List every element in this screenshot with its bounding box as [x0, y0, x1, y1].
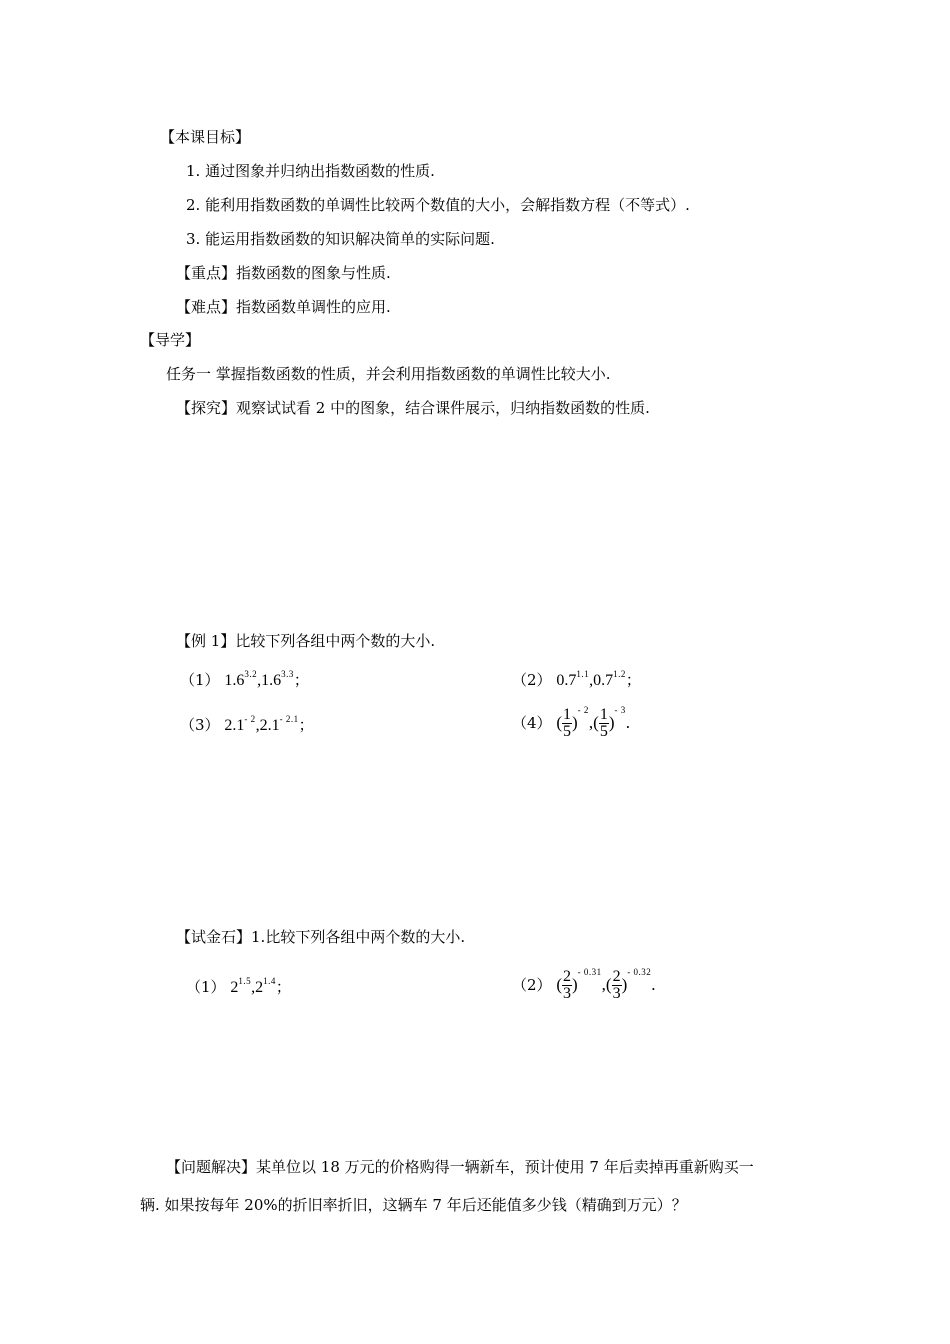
key-point	[176, 263, 391, 283]
fraction: $\frac{2}{3}$	[612, 967, 621, 1002]
problem-label: 【问题解决】	[166, 1158, 257, 1176]
item-number: （2）	[512, 976, 552, 994]
touchstone-heading	[176, 927, 465, 947]
math-expression: $2^{1.5},2^{1.4}$	[230, 976, 276, 996]
math-expression: $0.7^{1.1},0.7^{1.2}$	[556, 669, 626, 689]
fraction: $\frac{1}{5}$	[599, 705, 608, 740]
touchstone-text: 1.比较下列各组中两个数的大小.	[251, 928, 466, 946]
item-number: （1）	[186, 978, 226, 996]
key-point-text: 指数函数的图象与性质.	[236, 264, 391, 282]
example1-label: 【例 1】	[176, 632, 236, 650]
objectives-heading: 【本课目标】	[160, 128, 251, 146]
fraction: $\frac{2}{3}$	[563, 967, 571, 1002]
guide-heading: 【导学】	[140, 331, 201, 349]
math-expression: $2.1^{- 2},2.1^{- 2.1}$	[224, 714, 299, 734]
task-one: 任务一 掌握指数函数的性质，并会利用指数函数的单调性比较大小.	[166, 365, 611, 383]
touchstone-label: 【试金石】	[176, 928, 252, 946]
explore	[176, 398, 650, 418]
fraction: $\frac{1}{5}$	[563, 705, 571, 740]
math-expression: $1.6^{3.2},1.6^{3.3}$	[224, 669, 294, 689]
touchstone-item-2: （2） ( $\frac{2}{3}$ )$^{- 0.31}$,( $\frac{2}{3}$ )$^{- 0.32}$.	[512, 967, 656, 1002]
difficulty	[176, 297, 391, 317]
touchstone-item-1: （1） $2^{1.5},2^{1.4}$；	[186, 976, 291, 996]
objective-item-2: 2. 能利用指数函数的单调性比较两个数值的大小，会解指数方程（不等式）.	[186, 196, 690, 214]
item-number: （3）	[180, 716, 220, 734]
example1-item-4: （4） ( $\frac{1}{5}$ )$^{- 2}$,( $\frac{1}{5}$ )$^{- 3}$.	[512, 705, 631, 740]
problem-text: 某单位以 18 万元的价格购得一辆新车，预计使用 7 年后卖掉再重新购买一	[256, 1158, 754, 1176]
example1-item-3: （3） $2.1^{- 2},2.1^{- 2.1}$；	[180, 714, 314, 734]
explore-label: 【探究】	[176, 399, 237, 417]
item-number: （1）	[180, 671, 220, 689]
problem-line-1	[166, 1157, 754, 1177]
objective-item-3: 3. 能运用指数函数的知识解决简单的实际问题.	[186, 230, 495, 248]
difficulty-label: 【难点】	[176, 298, 237, 316]
example1-item-1: （1） $1.6^{3.2},1.6^{3.3}$；	[180, 669, 309, 689]
difficulty-text: 指数函数单调性的应用.	[236, 298, 391, 316]
explore-text: 观察试试看 2 中的图象，结合课件展示，归纳指数函数的性质.	[236, 399, 650, 417]
item-number: （4）	[512, 714, 552, 732]
key-point-label: 【重点】	[176, 264, 237, 282]
example1-text: 比较下列各组中两个数的大小.	[235, 632, 436, 650]
example1-heading	[176, 631, 435, 651]
problem-line-2: 辆. 如果按每年 20%的折旧率折旧，这辆车 7 年后还能值多少钱（精确到万元）？	[140, 1196, 687, 1214]
item-number: （2）	[512, 671, 552, 689]
example1-item-2: （2） $0.7^{1.1},0.7^{1.2}$；	[512, 669, 641, 689]
objective-item-1: 1. 通过图象并归纳出指数函数的性质.	[186, 162, 435, 180]
